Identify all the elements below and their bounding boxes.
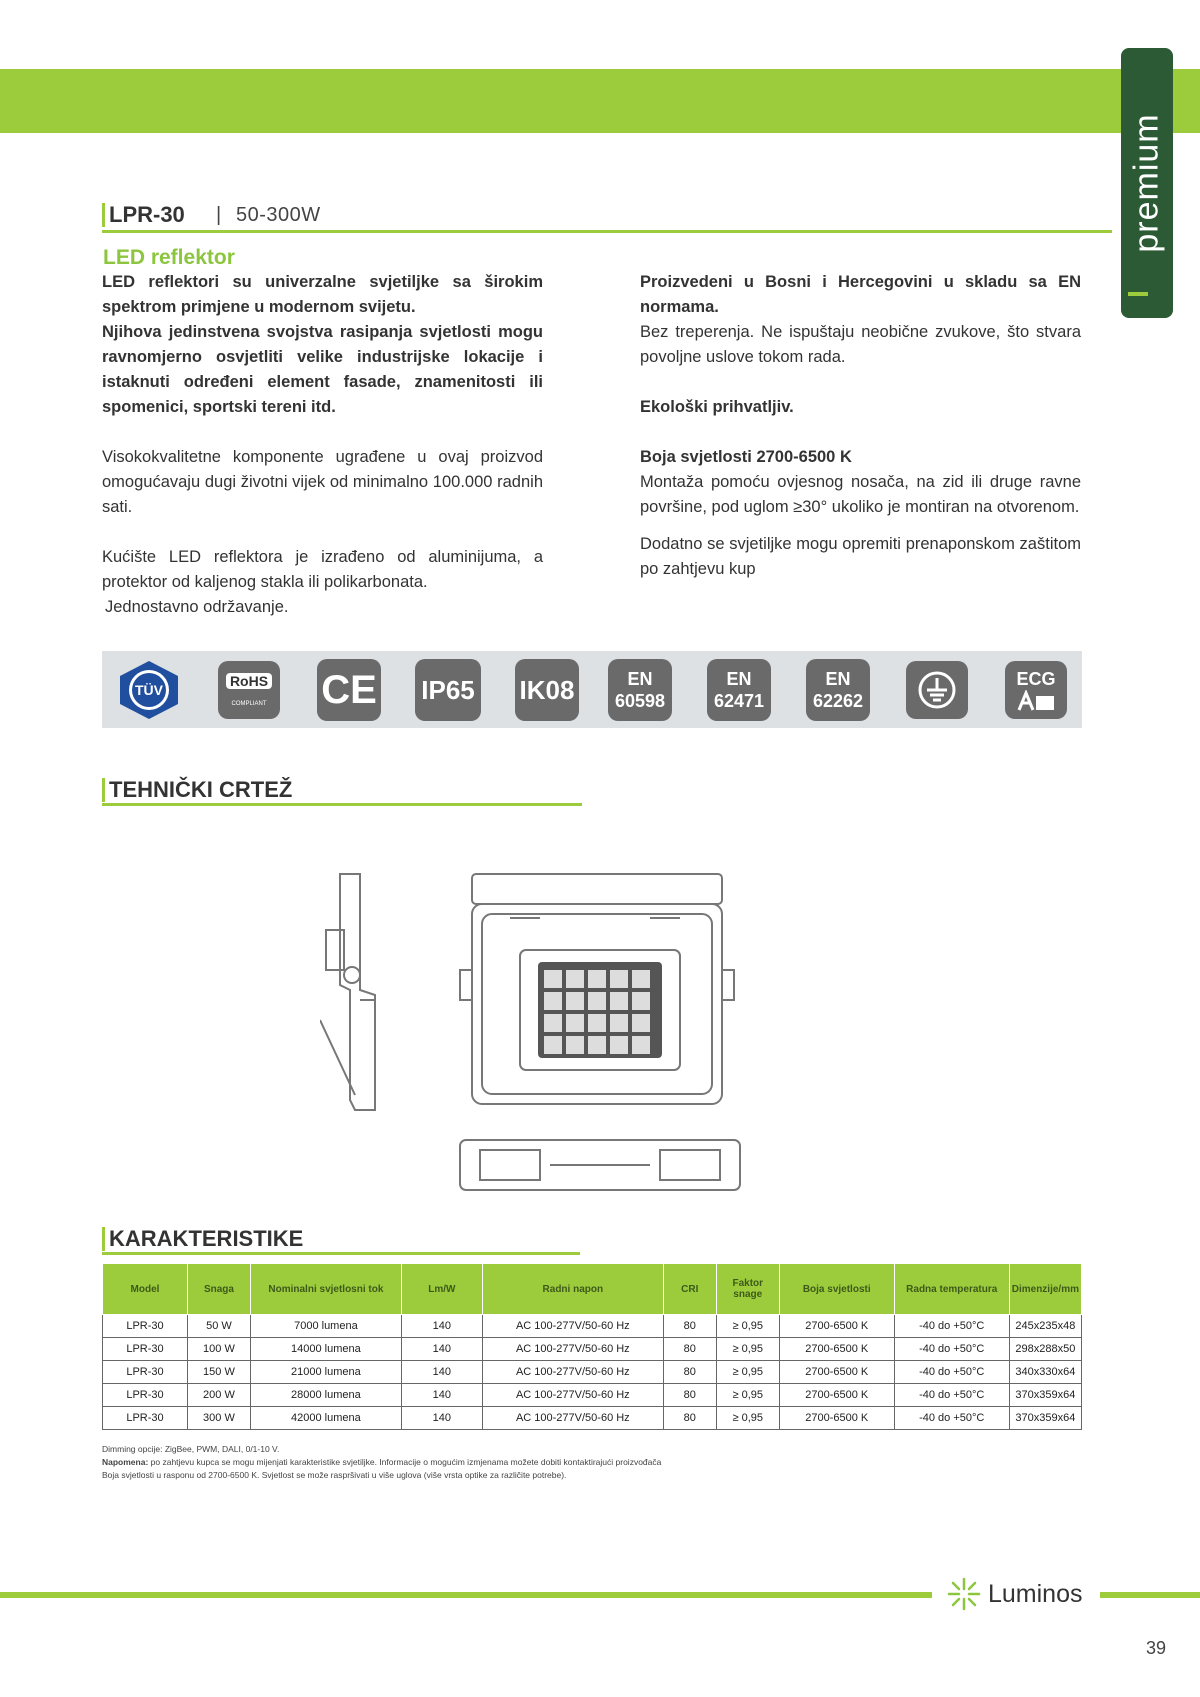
intro-title: LED reflektor xyxy=(103,246,235,269)
cell-efficacy: 140 xyxy=(401,1315,482,1338)
cell-power: 200 W xyxy=(187,1384,250,1407)
cell-color-temp: 2700-6500 K xyxy=(779,1407,894,1430)
cell-model: LPR-30 xyxy=(103,1361,188,1384)
page-number: 39 xyxy=(1146,1638,1167,1658)
cell-operating-temp: -40 do +50°C xyxy=(894,1361,1009,1384)
sparkle-icon xyxy=(946,1576,982,1612)
cell-cri: 80 xyxy=(663,1407,716,1430)
cell-power-factor: ≥ 0,95 xyxy=(716,1338,779,1361)
cell-voltage: AC 100-277V/50-60 Hz xyxy=(482,1361,663,1384)
cell-model: LPR-30 xyxy=(103,1407,188,1430)
specs-underline xyxy=(102,1252,580,1255)
product-model: LPR-30 xyxy=(102,203,185,227)
col-power-factor: Faktor snage xyxy=(716,1264,779,1315)
tuv-icon xyxy=(113,659,185,721)
table-row xyxy=(103,1315,1082,1338)
cell-cri: 80 xyxy=(663,1338,716,1361)
en60598-badge xyxy=(608,659,672,721)
cell-operating-temp: -40 do +50°C xyxy=(894,1315,1009,1338)
cell-voltage: AC 100-277V/50-60 Hz xyxy=(482,1338,663,1361)
col-flux: Nominalni svjetlosni tok xyxy=(250,1264,401,1315)
specs-table xyxy=(102,1263,1082,1430)
col-color-temp: Boja svjetlosti xyxy=(779,1264,894,1315)
specs-notes xyxy=(102,1443,661,1482)
cell-power-factor: ≥ 0,95 xyxy=(716,1384,779,1407)
cell-model: LPR-30 xyxy=(103,1384,188,1407)
premium-label: premium xyxy=(1127,113,1166,253)
rohs-compliant: COMPLIANT xyxy=(231,701,267,707)
cell-efficacy: 140 xyxy=(401,1361,482,1384)
col-operating-temp: Radna temperatura xyxy=(894,1264,1009,1315)
en62262-prefix: EN xyxy=(825,669,851,689)
earth-ground-icon xyxy=(905,659,969,721)
cell-dimensions: 298x288x50 xyxy=(1009,1338,1081,1361)
en60598-prefix: EN xyxy=(627,669,653,689)
intro-p4: Kućište LED reflektora je izrađeno od aluminijuma, a protektor od kaljenog stakla ili polikarbonata. xyxy=(102,548,543,591)
cell-color-temp: 2700-6500 K xyxy=(779,1315,894,1338)
cell-power: 150 W xyxy=(187,1361,250,1384)
cell-flux: 28000 lumena xyxy=(250,1384,401,1407)
col-voltage: Radni napon xyxy=(482,1264,663,1315)
title-underline xyxy=(102,230,1112,233)
note-color: Boja svjetlosti u rasponu od 2700-6500 K. Svjetlost se može raspršivati u više uglova (više vrsta optike za različite potrebe). xyxy=(102,1470,567,1480)
note-changes-text: po zahtjevu kupca se mogu mijenjati karakteristike svjetiljke. Informacije o mogućim izmjenama možete dobiti kontaktirajući proizvođača xyxy=(148,1457,662,1467)
en62471-badge xyxy=(707,659,771,721)
en62471-prefix: EN xyxy=(726,669,752,689)
title-separator: | xyxy=(216,204,222,226)
ce-mark: CE xyxy=(317,659,381,721)
cell-model: LPR-30 xyxy=(103,1338,188,1361)
en62262-badge xyxy=(806,659,870,721)
cell-flux: 7000 lumena xyxy=(250,1315,401,1338)
cell-flux: 14000 lumena xyxy=(250,1338,401,1361)
cell-dimensions: 340x330x64 xyxy=(1009,1361,1081,1384)
feature-color-title: Boja svjetlosti 2700-6500 K xyxy=(640,448,852,466)
en60598-number: 60598 xyxy=(614,691,666,711)
ecg-label: ECG xyxy=(1016,668,1056,689)
ecg-driver-icon xyxy=(1004,659,1068,721)
drawing-title: TEHNIČKI CRTEŽ xyxy=(102,778,292,802)
rohs-label: RoHS xyxy=(226,673,272,689)
features-column xyxy=(640,270,1081,582)
ip65-badge: IP65 xyxy=(415,659,481,721)
feature-flicker: Bez treperenja. Ne ispuštaju neobične zvukove, što stvara povoljne uslove tokom rada. xyxy=(640,323,1081,366)
cell-efficacy: 140 xyxy=(401,1384,482,1407)
brand-name: Luminos xyxy=(988,1579,1083,1608)
cell-voltage: AC 100-277V/50-60 Hz xyxy=(482,1384,663,1407)
feature-eco: Ekološki prihvatljiv. xyxy=(640,398,794,416)
col-dimensions: Dimenzije/mm xyxy=(1009,1264,1081,1315)
cell-cri: 80 xyxy=(663,1315,716,1338)
cell-power: 100 W xyxy=(187,1338,250,1361)
cell-power: 300 W xyxy=(187,1407,250,1430)
intro-p2: Njihova jedinstvena svojstva rasipanja svjetlosti mogu ravnomjerno osvjetliti velike industrijske lokacije i istaknuti određeni element fasade, znamenitosti ili spomenici, sportski tereni itd. xyxy=(102,323,543,416)
premium-accent-bar xyxy=(1128,292,1148,296)
cell-power-factor: ≥ 0,95 xyxy=(716,1407,779,1430)
cell-operating-temp: -40 do +50°C xyxy=(894,1338,1009,1361)
specs-header-row xyxy=(103,1264,1082,1315)
cell-flux: 42000 lumena xyxy=(250,1407,401,1430)
cell-efficacy: 140 xyxy=(401,1407,482,1430)
footer-line-left xyxy=(0,1592,932,1598)
col-efficacy: Lm/W xyxy=(401,1264,482,1315)
cell-voltage: AC 100-277V/50-60 Hz xyxy=(482,1315,663,1338)
cell-dimensions: 245x235x48 xyxy=(1009,1315,1081,1338)
cell-color-temp: 2700-6500 K xyxy=(779,1338,894,1361)
cell-power: 50 W xyxy=(187,1315,250,1338)
table-row xyxy=(103,1407,1082,1430)
rohs-icon xyxy=(216,659,282,721)
luminos-logo xyxy=(946,1576,1083,1612)
intro-column xyxy=(102,270,543,620)
intro-p5: Jednostavno održavanje. xyxy=(105,598,289,616)
feature-mounting: Montaža pomoću ovjesnog nosača, na zid ili druge ravne površine, pod uglom ≥30° ukoliko je montiran na otvorenom. xyxy=(640,473,1081,516)
cell-operating-temp: -40 do +50°C xyxy=(894,1384,1009,1407)
col-model: Model xyxy=(103,1264,188,1315)
en62471-number: 62471 xyxy=(713,691,765,711)
footer-line-right xyxy=(1100,1592,1200,1598)
cell-model: LPR-30 xyxy=(103,1315,188,1338)
ik08-badge: IK08 xyxy=(515,659,579,721)
table-row xyxy=(103,1384,1082,1407)
cell-dimensions: 370x359x64 xyxy=(1009,1407,1081,1430)
cell-dimensions: 370x359x64 xyxy=(1009,1384,1081,1407)
table-row xyxy=(103,1338,1082,1361)
technical-drawing xyxy=(320,870,760,1230)
tuv-label: TÜV xyxy=(135,682,163,698)
cell-operating-temp: -40 do +50°C xyxy=(894,1407,1009,1430)
table-row xyxy=(103,1361,1082,1384)
intro-p1: LED reflektori su univerzalne svjetiljke sa širokim spektrom primjene u modernom svijetu. xyxy=(102,273,543,316)
intro-p3: Visokokvalitetne komponente ugrađene u ovaj proizvod omogućavaju dugi životni vijek od minimalno 100.000 radnih sati. xyxy=(102,448,543,516)
en62262-number: 62262 xyxy=(812,691,864,711)
cell-color-temp: 2700-6500 K xyxy=(779,1384,894,1407)
feature-surge: Dodatno se svjetiljke mogu opremiti prenaponskom zaštitom po zahtjevu kup xyxy=(640,535,1081,578)
cell-cri: 80 xyxy=(663,1361,716,1384)
header-green-band xyxy=(0,69,1200,133)
cell-power-factor: ≥ 0,95 xyxy=(716,1361,779,1384)
power-range: 50-300W xyxy=(236,204,321,226)
note-changes xyxy=(102,1456,661,1469)
note-dimming: Dimming opcije: ZigBee, PWM, DALI, 0/1-10 V. xyxy=(102,1444,280,1454)
note-label: Napomena: xyxy=(102,1457,149,1467)
cell-cri: 80 xyxy=(663,1384,716,1407)
cell-color-temp: 2700-6500 K xyxy=(779,1361,894,1384)
drawing-underline xyxy=(102,803,582,806)
feature-made-in: Proizvedeni u Bosni i Hercegovini u skladu sa EN normama. xyxy=(640,273,1081,316)
cell-efficacy: 140 xyxy=(401,1338,482,1361)
col-power: Snaga xyxy=(187,1264,250,1315)
col-cri: CRI xyxy=(663,1264,716,1315)
cell-voltage: AC 100-277V/50-60 Hz xyxy=(482,1407,663,1430)
cell-flux: 21000 lumena xyxy=(250,1361,401,1384)
cell-power-factor: ≥ 0,95 xyxy=(716,1315,779,1338)
specs-title: KARAKTERISTIKE xyxy=(102,1227,303,1251)
